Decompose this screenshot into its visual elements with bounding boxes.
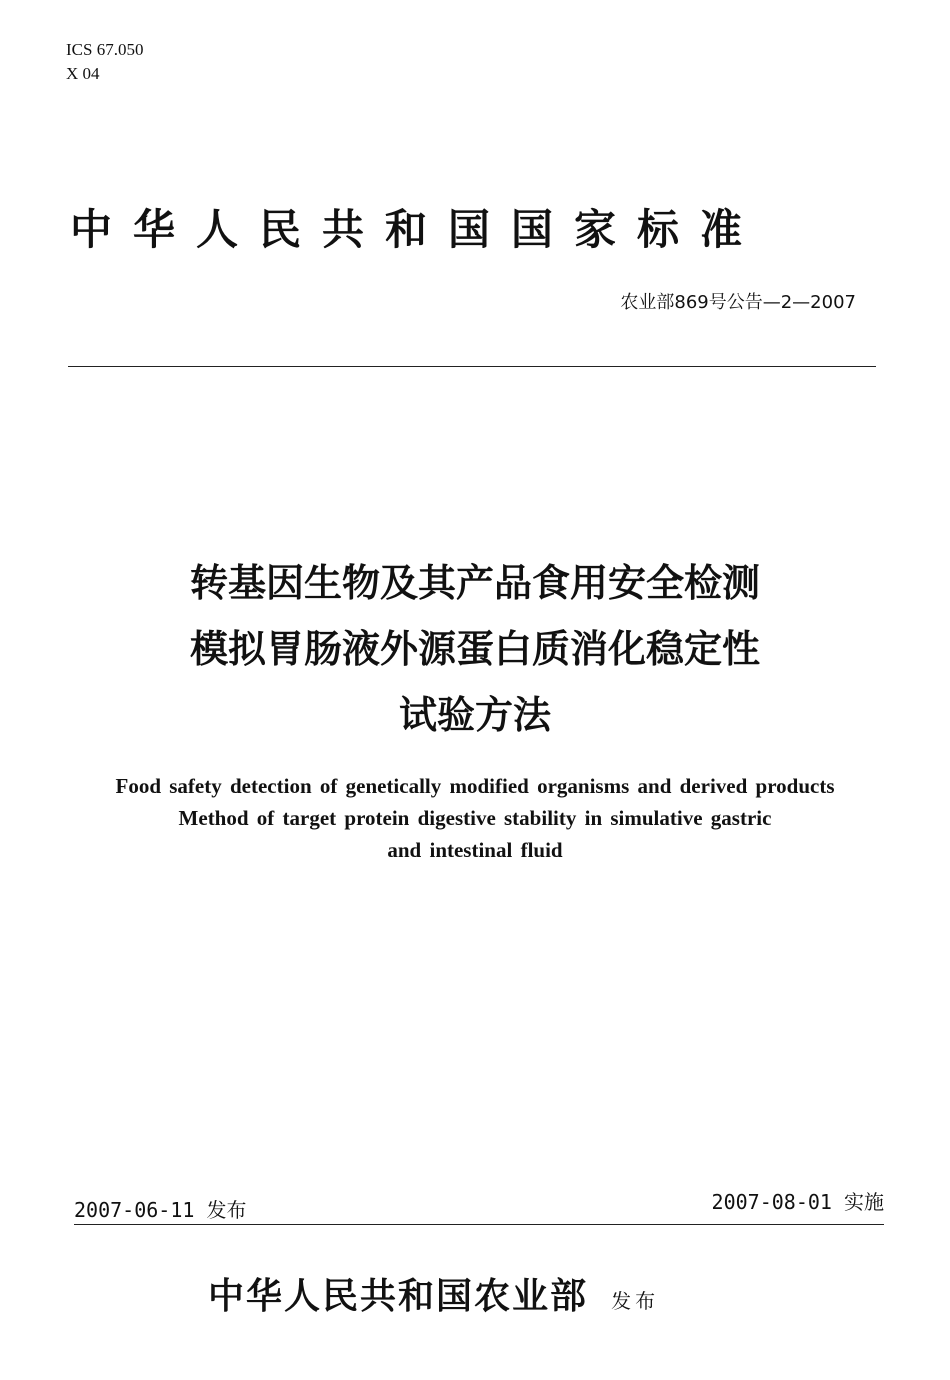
standard-type-title: 中华人民共和国国家标准: [70, 205, 764, 254]
effective-date: 2007-08-01 实施: [711, 1190, 884, 1214]
ics-code: ICS 67.050: [66, 40, 144, 59]
classification-codes: [66, 38, 143, 86]
standard-number: 农业部869号公告—2—2007: [620, 292, 856, 313]
title-en-line-2: Method of target protein digestive stability in simulative gastric: [178, 806, 772, 830]
issuer-suffix: 发布: [611, 1289, 660, 1313]
title-cn-line-1: 转基因生物及其产品食用安全检测: [189, 561, 760, 605]
footer-divider: [74, 1224, 884, 1225]
title-cn-line-2: 模拟胃肠液外源蛋白质消化稳定性: [189, 627, 760, 671]
document-title-chinese: [0, 550, 950, 748]
title-en-line-3: and intestinal fluid: [387, 838, 563, 862]
issue-date: 2007-06-11 发布: [74, 1198, 247, 1222]
header-divider: [68, 366, 876, 367]
title-cn-line-3: 试验方法: [398, 693, 551, 737]
document-title-english: [0, 770, 950, 866]
ccs-code: X 04: [66, 64, 100, 83]
issuing-authority: [208, 1268, 659, 1324]
issuer-name: 中华人民共和国农业部: [208, 1275, 589, 1317]
title-en-line-1: Food safety detection of genetically modified organisms and derived products: [115, 774, 835, 798]
